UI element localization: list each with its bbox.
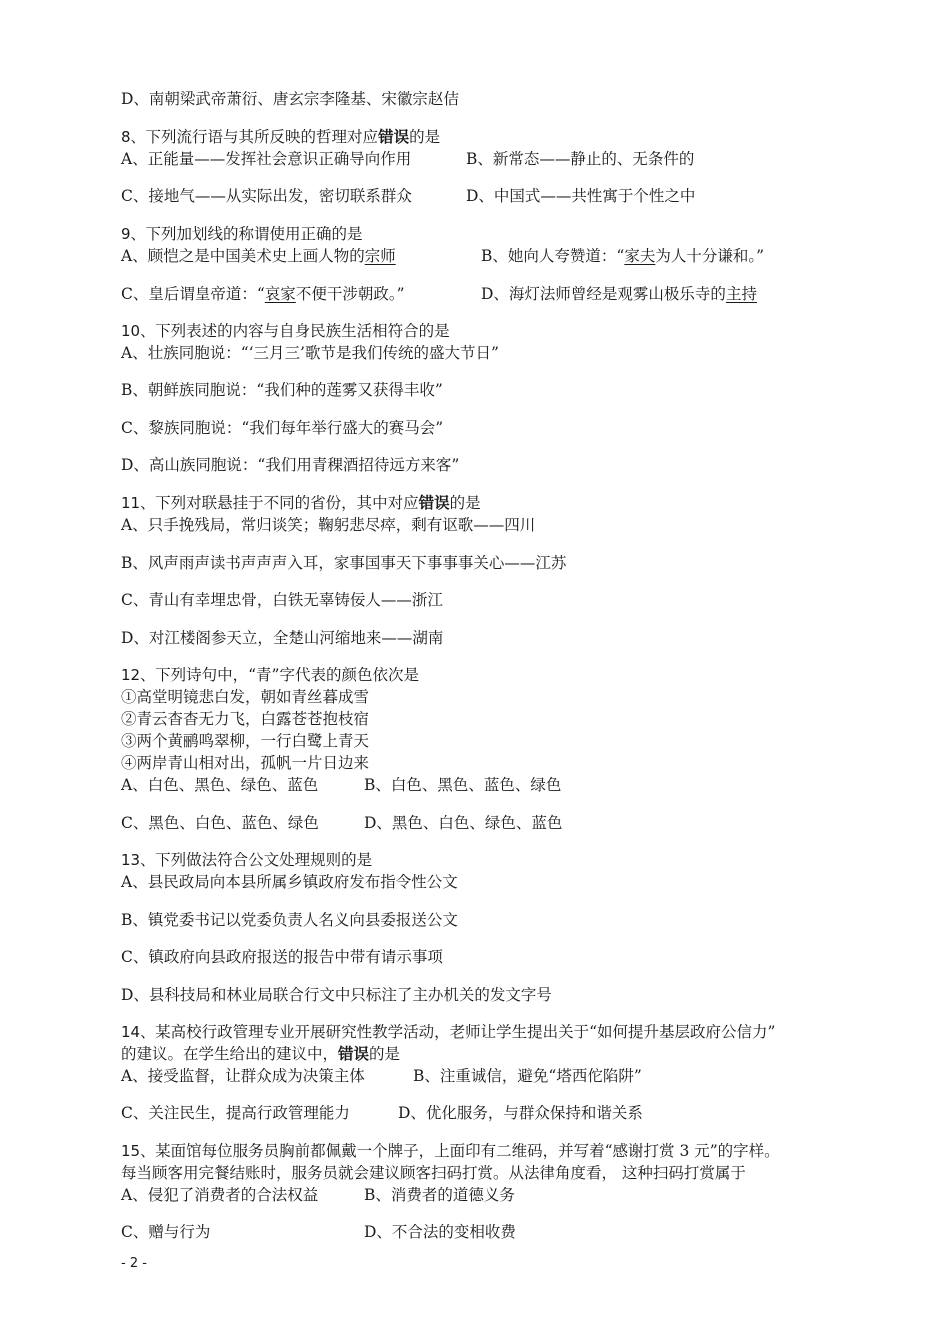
q10-option-a: A、壮族同胞说：“‘三月三’歌节是我们传统的盛大节日”: [121, 344, 499, 362]
q10-option-c: C、黎族同胞说：“我们每年举行盛大的赛马会”: [121, 419, 444, 437]
q10-stem-text: 下列表述的内容与自身民族生活相符合的是: [155, 322, 450, 340]
q11-option-a: A、只手挽残局，常归谈笑；鞠躬悲尽瘁，剩有讴歌——四川: [121, 516, 536, 534]
q12-poem-1: ①高堂明镜悲白发，朝如青丝暮成雪: [121, 688, 370, 706]
q12-stem: [121, 665, 419, 685]
q9-option-d-text: D、海灯法师曾经是观雾山极乐寺的: [481, 285, 726, 303]
q13-stem: [121, 850, 372, 870]
q15-option-a: A、侵犯了消费者的合法权益: [121, 1186, 319, 1204]
q14-stem-line2: [121, 1044, 400, 1064]
q9-option-d: [481, 284, 757, 304]
q9-option-a: [121, 247, 396, 265]
q9-option-c: [121, 285, 405, 303]
q10-stem: [121, 321, 450, 341]
q8-option-d: D、中国式——共性寓于个性之中: [466, 187, 696, 205]
q12-option-b: B、白色、黑色、蓝色、绿色: [364, 776, 562, 794]
q13-number: 13、: [121, 851, 156, 869]
q11-stem: [121, 493, 481, 513]
q8-number: 8、: [121, 128, 146, 146]
q13-option-a: A、县民政局向本县所属乡镇政府发布指令性公文: [121, 873, 458, 891]
q12-poem-2: ②青云杳杳无力飞，白露苍苍抱枝宿: [121, 710, 370, 728]
q8-option-c: C、接地气——从实际出发，密切联系群众: [121, 187, 412, 205]
q12-stem-text: 下列诗句中，“青”字代表的颜色依次是: [155, 666, 419, 684]
page-number: - 2 -: [121, 1256, 147, 1271]
q13-option-c: C、镇政府向县政府报送的报告中带有请示事项: [121, 948, 443, 966]
q11-option-c: C、青山有幸埋忠骨，白铁无辜铸佞人——浙江: [121, 591, 443, 609]
q9-stem-text: 下列加划线的称谓使用正确的是: [145, 225, 363, 243]
q11-stem-end: 的是: [449, 494, 481, 512]
q9-option-c-underlined: 哀家: [264, 285, 296, 303]
q15-options-ab: [121, 1185, 515, 1205]
q14-option-c: C、关注民生，提高行政管理能力: [121, 1104, 350, 1122]
q14-options-ab: [121, 1066, 642, 1086]
q11-stem-text: 下列对联悬挂于不同的省份，其中对应: [155, 494, 419, 512]
q12-poem-3: ③两个黄鹂鸣翠柳，一行白鹭上青天: [121, 732, 370, 750]
q8-stem-bold: 错误: [378, 127, 410, 146]
q14-option-d: D、优化服务，与群众保持和谐关系: [398, 1104, 643, 1122]
q12-options-cd: [121, 813, 563, 833]
q9-option-b: [481, 246, 764, 266]
q15-option-b: B、消费者的道德义务: [364, 1186, 515, 1204]
q10-option-b: B、朝鲜族同胞说：“我们种的莲雾又获得丰收”: [121, 381, 443, 399]
q14-stem-end: 的是: [369, 1045, 401, 1063]
q8-stem-text: 下列流行语与其所反映的哲理对应: [145, 128, 379, 146]
q13-option-b: B、镇党委书记以党委负责人名义向县委报送公文: [121, 911, 458, 929]
q8-stem-end: 的是: [409, 128, 441, 146]
q14-stem-bold: 错误: [338, 1044, 370, 1063]
q15-option-c: C、赠与行为: [121, 1223, 211, 1241]
q8-options-ab: [121, 149, 695, 169]
q12-number: 12、: [121, 666, 156, 684]
q9-option-a-text: A、顾恺之是中国美术史上画人物的: [121, 247, 365, 265]
q9-option-d-underlined: 主持: [725, 285, 757, 303]
q14-options-cd: [121, 1103, 643, 1123]
q11-option-b: B、风声雨声读书声声声入耳，家事国事天下事事事关心——江苏: [121, 554, 567, 572]
q13-option-d: D、县科技局和林业局联合行文中只标注了主办机关的发文字号: [121, 986, 552, 1004]
q9-option-b-text: B、她向人夸赞道：“: [481, 247, 625, 265]
q10-number: 10、: [121, 322, 156, 340]
q8-options-cd: [121, 186, 696, 206]
q12-option-d: D、黑色、白色、绿色、蓝色: [364, 814, 563, 832]
q15-number: 15、: [121, 1142, 156, 1160]
q15-stem-text: 某面馆每位服务员胸前都佩戴一个牌子，上面印有二维码，并写着“感谢打赏 3 元”的字样。: [155, 1142, 780, 1160]
q11-stem-bold: 错误: [418, 493, 450, 512]
q14-number: 14、: [121, 1023, 156, 1041]
q14-stem-text2: 的建议。在学生给出的建议中，: [121, 1045, 339, 1063]
q9-options-cd: [121, 284, 757, 304]
q9-option-a-underlined: 宗师: [364, 247, 396, 265]
q9-number: 9、: [121, 225, 146, 243]
q11-number: 11、: [121, 494, 156, 512]
q12-poem-4: ④两岸青山相对出，孤帆一片日边来: [121, 754, 370, 772]
q15-stem-line1: [121, 1141, 780, 1161]
q14-option-a: A、接受监督，让群众成为决策主体: [121, 1067, 365, 1085]
q8-option-b: B、新常态——静止的、无条件的: [466, 150, 695, 168]
q9-option-b-end: 为人十分谦和。”: [655, 247, 765, 265]
q7-option-d: D、南朝梁武帝萧衍、唐玄宗李隆基、宋徽宗赵佶: [121, 90, 459, 108]
q15-options-cd: [121, 1222, 516, 1242]
q15-stem-line2: 每当顾客用完餐结账时，服务员就会建议顾客扫码打赏。从法律角度看， 这种扫码打赏属于: [121, 1164, 746, 1182]
q14-stem-line1: [121, 1022, 775, 1042]
q12-option-a: A、白色、黑色、绿色、蓝色: [121, 776, 319, 794]
q9-option-c-end: 不便干涉朝政。”: [295, 285, 405, 303]
q12-options-ab: [121, 775, 562, 795]
q12-option-c: C、黑色、白色、蓝色、绿色: [121, 814, 319, 832]
q8-stem: [121, 127, 440, 147]
q9-option-c-text: C、皇后谓皇帝道：“: [121, 285, 265, 303]
q11-option-d: D、对江楼阁参天立，全楚山河缩地来——湖南: [121, 629, 444, 647]
q15-option-d: D、不合法的变相收费: [364, 1223, 516, 1241]
q9-stem: [121, 224, 363, 244]
q13-stem-text: 下列做法符合公文处理规则的是: [155, 851, 373, 869]
q8-option-a: A、正能量——发挥社会意识正确导向作用: [121, 150, 412, 168]
q10-option-d: D、高山族同胞说：“我们用青稞酒招待远方来客”: [121, 456, 460, 474]
q14-option-b: B、注重诚信，避免“塔西佗陷阱”: [413, 1067, 642, 1085]
q9-options-ab: [121, 246, 765, 266]
q9-option-b-underlined: 家夫: [624, 247, 656, 265]
q14-stem-text: 某高校行政管理专业开展研究性教学活动，老师让学生提出关于“如何提升基层政府公信力”: [155, 1023, 776, 1041]
